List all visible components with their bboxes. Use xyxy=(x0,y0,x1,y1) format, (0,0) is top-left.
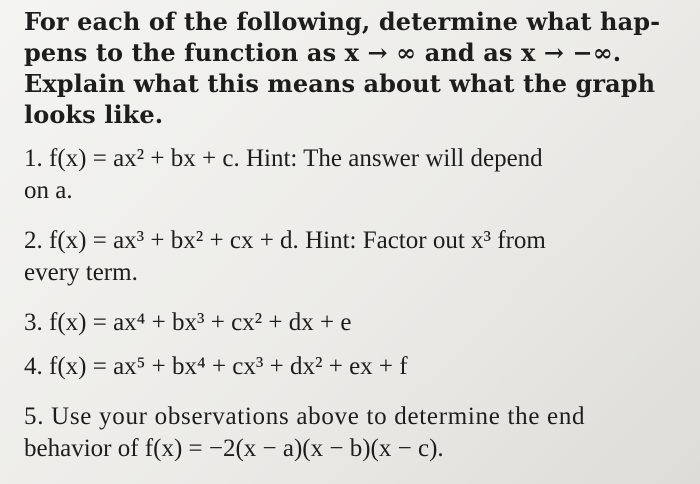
function-formula: f(x) = ax⁵ + bx⁴ + cx³ + dx² + ex + f xyxy=(49,353,408,380)
problem-item-1 xyxy=(24,143,676,207)
function-formula: f(x) = ax² + bx + c. xyxy=(49,145,240,172)
problem-item-5-line xyxy=(24,401,676,433)
hint-text: Hint: The answer will depend xyxy=(245,145,543,172)
problem-item-4 xyxy=(24,351,676,383)
problem-item-1-line xyxy=(24,143,676,175)
problem-item-3 xyxy=(24,307,676,339)
item-continuation: every term. xyxy=(24,259,138,286)
item-number: 5. xyxy=(24,403,45,430)
item-number: 1. xyxy=(24,145,43,172)
problem-instructions xyxy=(24,6,674,130)
item-text: Use your observations above to determine the end xyxy=(51,403,586,430)
instructions-line-3: Explain what this means about what the graph xyxy=(24,69,656,98)
problem-item-2 xyxy=(24,225,676,289)
item-number: 3. xyxy=(24,309,43,336)
item-continuation: behavior of f(x) = −2(x − a)(x − b)(x − c). xyxy=(24,435,444,462)
instructions-line-4: looks like. xyxy=(24,100,164,129)
hint-text: Hint: Factor out x³ from xyxy=(305,227,546,254)
problem-item-5 xyxy=(24,401,676,465)
instructions-line-1: For each of the following, determine what hap- xyxy=(24,7,661,36)
problem-item-2-line xyxy=(24,225,676,257)
instructions-line-2: pens to the function as x → ∞ and as x → −∞. xyxy=(24,38,622,67)
item-number: 4. xyxy=(24,353,43,380)
item-number: 2. xyxy=(24,227,43,254)
function-formula: f(x) = ax⁴ + bx³ + cx² + dx + e xyxy=(49,309,352,336)
function-formula: f(x) = ax³ + bx² + cx + d. xyxy=(49,227,299,254)
item-continuation: on a. xyxy=(24,177,73,204)
